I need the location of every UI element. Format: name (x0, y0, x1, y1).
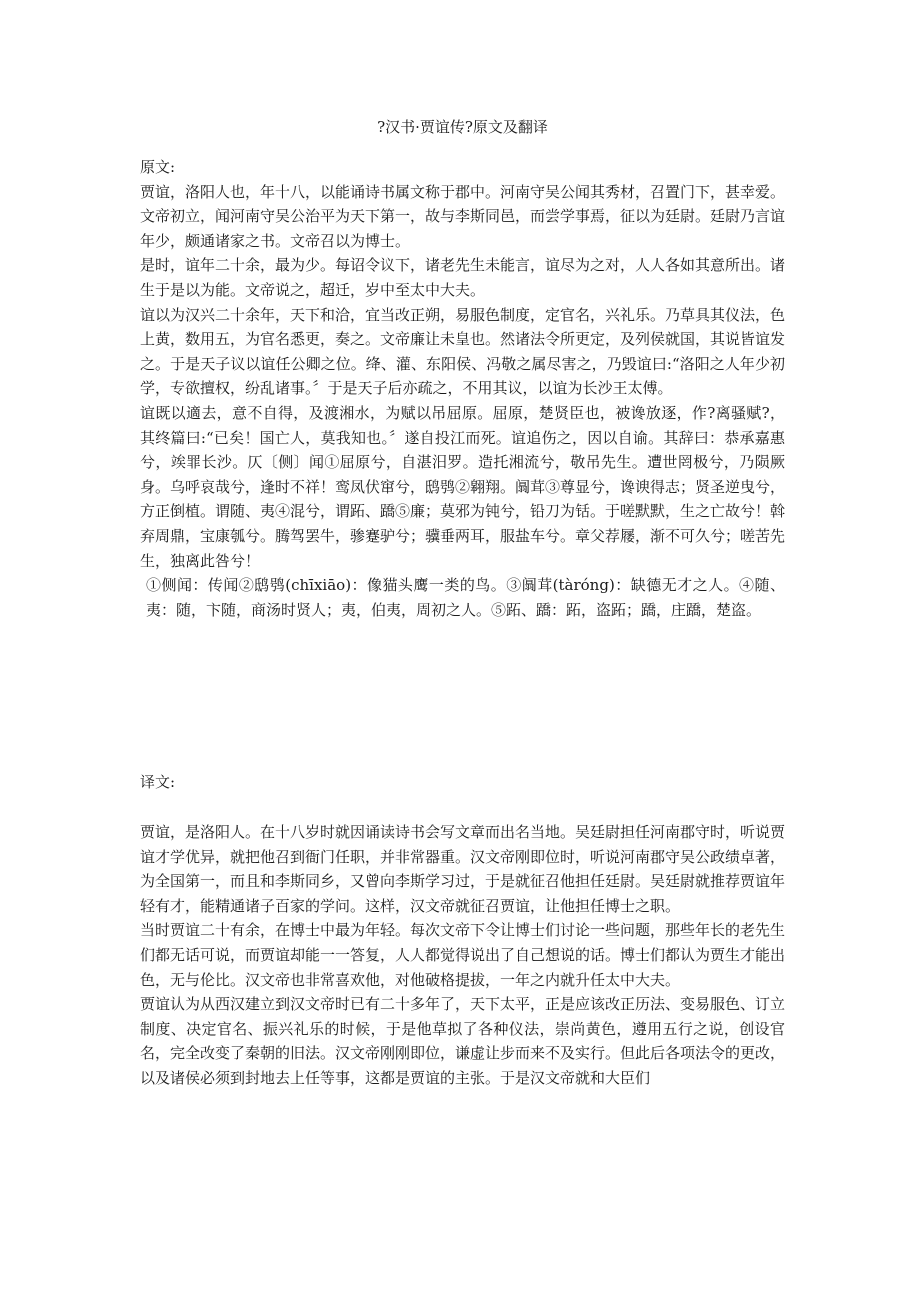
document-title: ?汉书·贾谊传?原文及翻译 (377, 118, 548, 136)
original-label: 原文: (140, 158, 176, 176)
translation-section (140, 820, 785, 1091)
translation-label: 译文: (140, 773, 176, 791)
translation-paragraph: 当时贾谊二十有余，在博士中最为年轻。每次文帝下令让博士们讨论一些问题，那些年长的老先生们都无话可说，而贾谊却能一一答复，人人都觉得说出了自己想说的话。博士们都认为贾生才能出色，无与伦比。汉文帝也非常喜欢他，对他破格提拔，一年之内就升任太中大夫。 (140, 921, 786, 989)
original-paragraph: 谊既以適去，意不自得，及渡湘水，为赋以吊屈原。屈原，楚贤臣也，被谗放逐，作?离骚赋?，其终篇曰:“已矣！国亡人，莫我知也。〞遂自投江而死。谊追伤之，因以自谕。其辞曰：恭承嘉惠兮，竢罪长沙。仄〔侧〕闻①屈原兮，自湛汨罗。造托湘流兮，敬吊先生。遭世罔极兮，乃陨厥身。乌呼哀哉兮，逢时不祥！鸾凤伏窜兮，鸱鸮②翱翔。阘茸③尊显兮，谗谀得志；贤圣逆曳兮，方正倒植。谓随、夷④混兮，谓跖、蹻⑤廉；莫邪为钝兮，铅刀为铦。于嗟默默，生之亡故兮！斡弃周鼎，宝康瓠兮。腾驾罢牛，骖蹇驴兮；骥垂两耳，服盐车兮。章父荐屦，渐不可久兮；嗟苦先生，独离此咎兮！ (140, 403, 786, 570)
translation-section-label (140, 770, 785, 795)
annotation-notes: ①侧闻：传闻②鸱鸮(chīxiāo)：像猫头鹰一类的鸟。③阘茸(tàróng)：缺德无才之人。④随、夷：随，卞随，商汤时贤人；夷，伯夷，周初之人。⑤跖、蹻：跖，盗跖；蹻，庄蹻，楚盗。 (146, 576, 785, 619)
original-paragraph: 是时，谊年二十余，最为少。每诏令议下，诸老先生未能言，谊尽为之对，人人各如其意所出。诸生于是以为能。文帝说之，超迁，岁中至太中大夫。 (140, 256, 786, 299)
translation-paragraph: 贾谊认为从西汉建立到汉文帝时已有二十多年了，天下太平，正是应该改正历法、变易服色、订立制度、决定官名、振兴礼乐的时候，于是他草拟了各种仪法，崇尚黄色，遵用五行之说，创设官名，完全改变了秦朝的旧法。汉文帝刚刚即位，谦虚让步而来不及实行。但此后各项法令的更改，以及诸侯必须到封地去上任等事，这都是贾谊的主张。于是汉文帝就和大臣们 (140, 995, 786, 1087)
original-paragraph: 贾谊，洛阳人也，年十八，以能诵诗书属文称于郡中。河南守吴公闻其秀材，召置门下，甚幸爱。文帝初立，闻河南守吴公治平为天下第一，故与李斯同邑，而尝学事焉，征以为廷尉。廷尉乃言谊年少，颇通诸家之书。文帝召以为博士。 (140, 182, 786, 250)
original-section (140, 155, 785, 622)
translation-paragraph: 贾谊，是洛阳人。在十八岁时就因诵读诗书会写文章而出名当地。吴廷尉担任河南郡守时，听说贾谊才学优异，就把他召到衙门任职，并非常器重。汉文帝刚即位时，听说河南郡守吴公政绩卓著，为全国第一，而且和李斯同乡，又曾向李斯学习过，于是就征召他担任廷尉。吴廷尉就推荐贾谊年轻有才，能精通诸子百家的学问。这样，汉文帝就征召贾谊，让他担任博士之职。 (140, 823, 786, 915)
original-paragraph: 谊以为汉兴二十余年，天下和洽，宜当改正朔，易服色制度，定官名，兴礼乐。乃草具其仪法，色上黄，数用五，为官名悉更，奏之。文帝廉让未皇也。然诸法令所更定，及列侯就国，其说皆谊发之。于是天子议以谊任公卿之位。绛、灌、东阳侯、冯敬之属尽害之，乃毁谊曰:“洛阳之人年少初学，专欲擅权，纷乱诸事。〞于是天子后亦疏之，不用其议，以谊为长沙王太傅。 (140, 305, 786, 398)
